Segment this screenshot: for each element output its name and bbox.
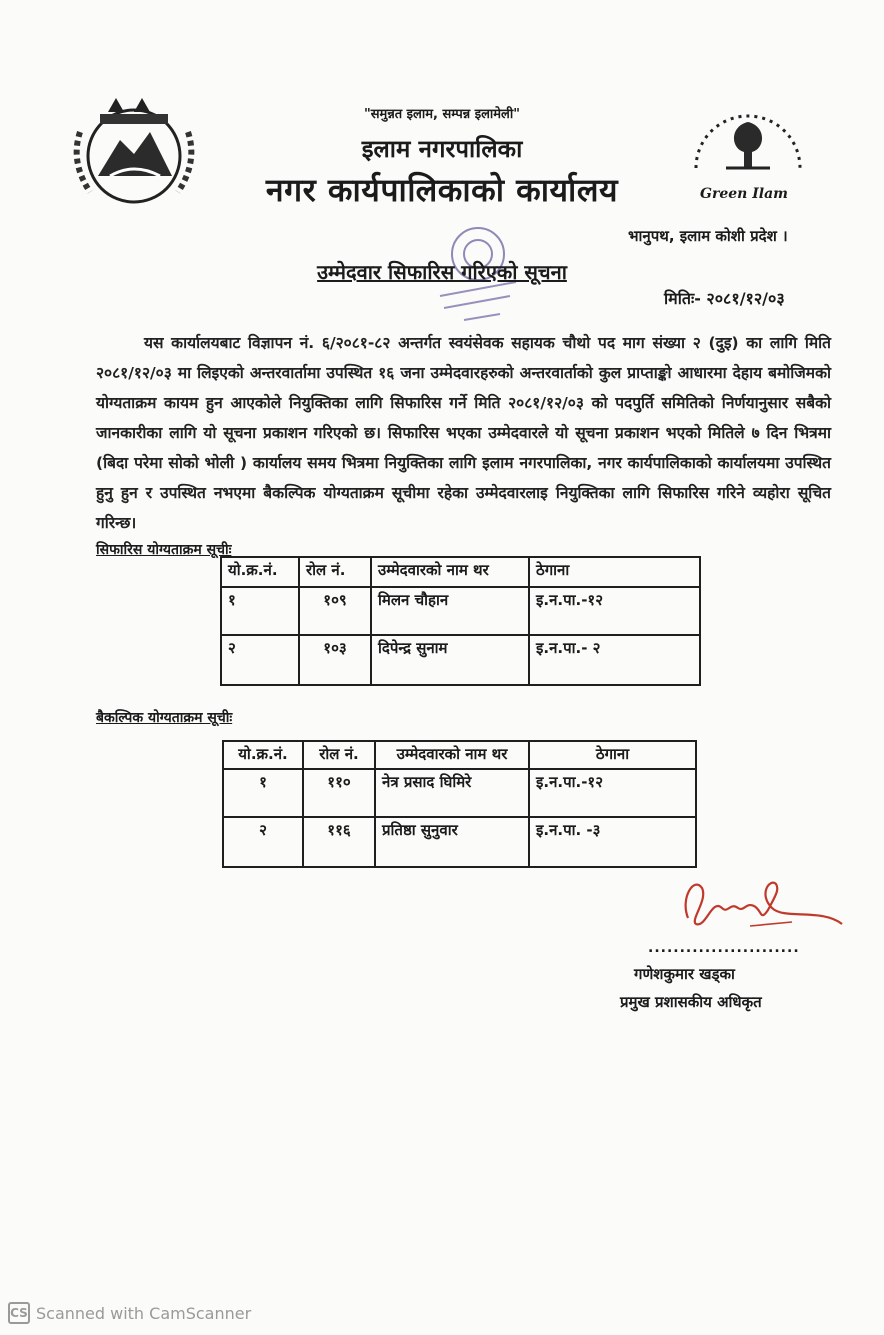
col-name: उम्मेदवारको नाम थर [375,741,529,769]
cell-name: नेत्र प्रसाद घिमिरे [375,769,529,817]
notice-body: यस कार्यालयबाट विज्ञापन नं. ६/२०८१-८२ अन्तर्गत स्वयंसेवक सहायक चौथो पद माग संख्या २ (दुइ) का लागि मिति २०८१/१२/०३ मा लिइएको अन्तरवार्तामा उपस्थित १६ जना उम्मेदवारहरुको अन्तरवार्ताको कुल प्राप्ताङ्को आधारमा देहाय बमोजिमको योग्यताक्रम कायम हुन आएकोले नियुक्तिका लागि सिफारिस गर्ने मिति २०८१/१२/०३ को पदपुर्ति समितिको निर्णयानुसार सबैको जानकारीका लागि यो सूचना प्रकाशन गरिएको छ। सिफारिस भएका उम्मेदवारले यो सूचना प्रकाशन भएको मितिले ७ दिन भित्रमा (बिदा परेमा सोको भोली ) कार्यालय समय भित्रमा नियुक्तिका लागि इलाम नगरपालिका, नगर कार्यपालिकाको कार्यालयमा उपस्थित हुनु हुन र उपस्थित नभएमा बैकल्पिक योग्यताक्रम सूचीमा रहेका उम्मेदवारलाइ नियुक्तिका लागि सिफारिस गरिने व्यहोरा सूचित गरिन्छ। [96,334,831,532]
table-header-row [223,741,696,769]
scanner-watermark [8,1302,251,1324]
col-name: उम्मेदवारको नाम थर [371,557,529,587]
col-address: ठेगाना [529,741,696,769]
signature-line: ........................ [648,940,800,956]
cell-roll: ११६ [303,817,375,867]
alternate-table [222,740,697,868]
office-name: नगर कार्यपालिकाको कार्यालय [265,171,619,209]
signatory-name: गणेशकुमार खड्का [634,965,735,983]
col-serial: यो.क्र.नं. [221,557,299,587]
recommended-list-title: सिफारिस योग्यताक्रम सूचीः [96,542,232,558]
recommended-table [220,556,701,686]
alternate-list-title: बैकल्पिक योग्यताक्रम सूचीः [96,710,233,726]
scanner-watermark-text: Scanned with CamScanner [36,1303,252,1323]
cell-name: प्रतिष्ठा सुनुवार [375,817,529,867]
cell-address: इ.न.पा.-१२ [529,587,700,635]
cell-name: दिपेन्द्र सुनाम [371,635,529,685]
office-address: भानुपथ, इलाम कोशी प्रदेश । [628,227,788,245]
notice-date: मितिः- २०८१/१२/०३ [664,289,785,308]
cell-address: इ.न.पा. -३ [529,817,696,867]
col-roll: रोल नं. [299,557,371,587]
col-serial: यो.क्र.नं. [223,741,303,769]
table-row [223,769,696,817]
cell-address: इ.न.पा.- २ [529,635,700,685]
table-row [221,635,700,685]
cell-serial: २ [221,635,299,685]
green-ilam-logo-text: Green Ilam [700,186,788,202]
table-row [221,587,700,635]
table-header-row [221,557,700,587]
cell-name: मिलन चौहान [371,587,529,635]
table-row [223,817,696,867]
organization-name: इलाम नगरपालिका [361,135,523,163]
signatory-post: प्रमुख प्रशासकीय अधिकृत [620,993,762,1011]
cell-serial: १ [221,587,299,635]
col-address: ठेगाना [529,557,700,587]
cell-roll: ११० [303,769,375,817]
cell-roll: १०३ [299,635,371,685]
col-roll: रोल नं. [303,741,375,769]
motto: "समुन्नत इलाम, सम्पन्न इलामेली" [363,107,521,122]
cell-serial: २ [223,817,303,867]
cell-address: इ.न.पा.-१२ [529,769,696,817]
camscanner-logo-icon: CS [8,1302,30,1324]
cell-serial: १ [223,769,303,817]
notice-title: उम्मेदवार सिफारिस गरिएको सूचना [317,260,567,284]
handwritten-signature [672,868,848,942]
cell-roll: १०९ [299,587,371,635]
